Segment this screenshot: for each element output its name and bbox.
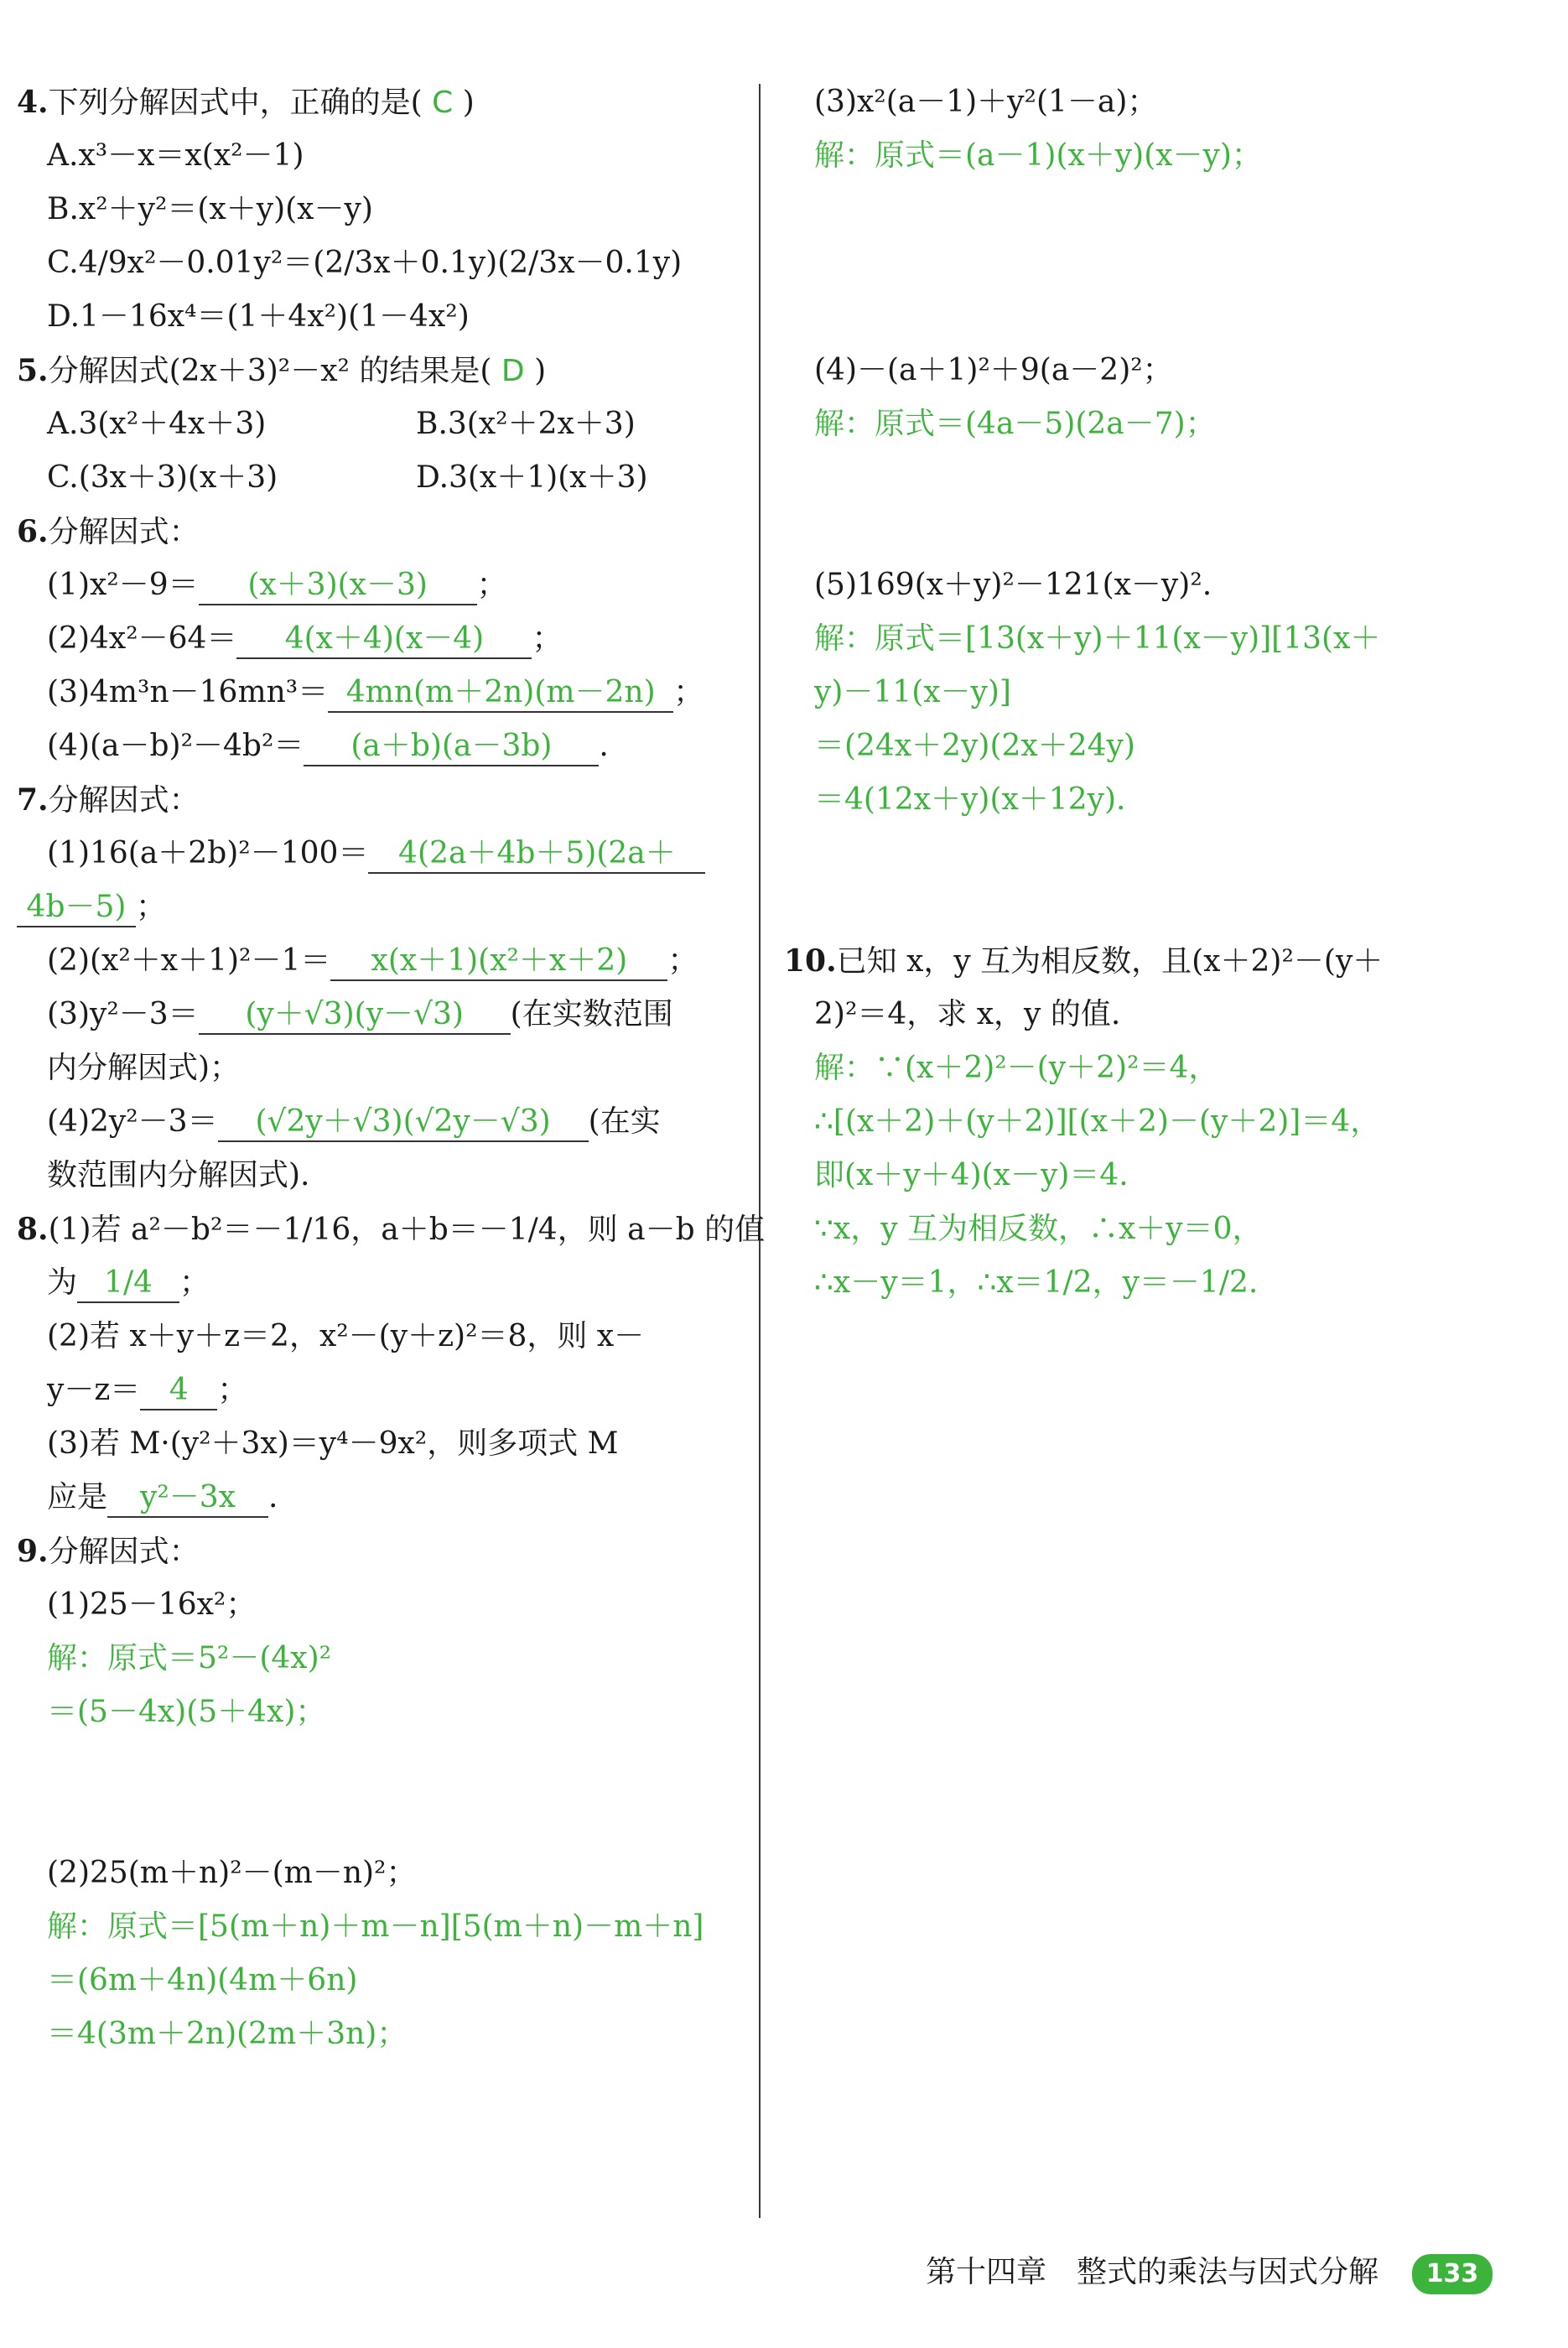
q7-item-3-cont: 内分解因式)； [47,1051,241,1085]
q9-part-2-question: (2)25(m＋n)²－(m－n)²； [47,1856,417,1890]
q6-stem [17,505,755,558]
q7-item-4-question: (4)2y²－3＝ [47,1104,218,1139]
q8-line-1 [17,1203,766,1256]
page-number-badge: 133 [1412,2254,1493,2294]
q6-item-2-question: (2)4x²－64＝ [47,621,237,656]
q5-options-row1 [17,397,755,451]
q6-item-2-end: ； [532,621,563,656]
q8-line-5: (3)若 M·(y²＋3x)＝y⁴－9x²，则多项式 M [47,1426,619,1461]
chapter-title: 第十四章 整式的乘法与因式分解 [925,2255,1378,2289]
page-footer [926,2247,1493,2298]
q9-number: 9. [17,1534,49,1569]
q7-item-2-end: ； [667,943,698,978]
q6-item-3 [17,666,755,719]
q10-line-1 [784,934,1522,988]
q7-item-2-answer: x(x＋1)(x²＋x＋2) [330,943,667,981]
q7-stem [17,773,755,827]
q4-option-b: B.x²＋y²＝(x＋y)(x－y) [47,192,373,226]
q8-line-2 [17,1256,755,1310]
q7-item-1-answer-part2: 4b－5) [17,889,136,927]
q7-item-3 [17,988,755,1042]
q5-option-c: C.(3x＋3)(x＋3) [47,460,278,495]
q7-item-4-cont: 数范围内分解因式). [47,1158,310,1192]
q10-solution-1: 解：∵(x＋2)²－(y＋2)²＝4， [814,1051,1219,1085]
q4-option-c: C.4/9x²－0.01y²＝(2/3x＋0.1y)(2/3x－0.1y) [47,246,683,280]
answer-space [784,827,1522,880]
q5-option-b: B.3(x²＋2x＋3) [416,407,636,441]
q9-part-1-question: (1)25－16x²； [47,1587,257,1622]
q6-item-3-question: (3)4m³n－16mn³＝ [47,675,329,709]
q8-part1-end: ； [179,1265,210,1300]
q5-option-d: D.3(x＋1)(x＋3) [416,460,648,495]
column-divider [759,84,761,2218]
q6-item-4 [17,719,755,773]
q8-part3-answer: y²－3x [107,1479,268,1518]
q10-solution-4: ∵x，y 互为相反数，∴x＋y＝0， [814,1212,1263,1246]
q8-part3-prefix: 应是 [47,1480,108,1514]
q9-part-4-question: (4)－(a＋1)²＋9(a－2)²； [814,353,1173,387]
q9-part-5-solution-4: ＝4(12x＋y)(x＋12y). [814,782,1126,817]
q7-item-1-end: ； [136,890,167,924]
q7-number: 7. [17,782,49,818]
q6-item-2-answer: 4(x＋4)(x－4) [236,621,532,659]
q5-options-row2 [17,451,755,505]
q10-number: 10. [784,943,837,979]
q8-part3-end: . [268,1480,278,1514]
answer-space [784,880,1522,934]
q7-item-1-answer-part1: 4(2a＋4b＋5)(2a＋ [368,835,705,874]
q10-solution-2: ∴[(x＋2)＋(y＋2)][(x＋2)－(y＋2)]＝4， [814,1104,1381,1139]
answer-space [17,1793,755,1847]
q5-close: ) [534,354,547,388]
right-column [784,75,1522,1310]
q9-part-1-solution-2: ＝(5－4x)(5＋4x)； [47,1695,326,1729]
q7-item-1-question: (1)16(a＋2b)²－100＝ [47,836,369,870]
q4-text: 下列分解因式中，正确的是( [48,86,423,120]
q4-answer: C [432,86,454,120]
q7-item-4-answer: (√2y＋√3)(√2y－√3) [218,1104,589,1142]
q9-part-2-solution-2: ＝(6m＋4n)(4m＋6n) [47,1963,358,1997]
q6-item-3-answer: 4mn(m＋2n)(m－2n) [328,674,673,713]
q4-number: 4. [17,85,49,120]
q9-part-2-solution-1: 解：原式＝[5(m＋n)＋m－n][5(m＋n)－m＋n] [47,1909,704,1944]
q7-item-1-cont [17,880,755,934]
q10-solution-5: ∴x－y＝1，∴x＝1/2，y＝－1/2. [814,1265,1259,1300]
q6-item-4-question: (4)(a－b)²－4b²＝ [47,729,304,763]
q7-item-4-end: (在实 [588,1104,661,1139]
answer-space [784,236,1522,290]
q5-answer: D [501,354,525,388]
q7-item-2-question: (2)(x²＋x＋1)²－1＝ [47,943,331,978]
q8-part2-prefix: y－z＝ [47,1373,141,1407]
q9-part-3-solution-1: 解：原式＝(a－1)(x＋y)(x－y)； [814,138,1262,173]
q7-item-4 [17,1095,755,1149]
q9-part-2-solution-3: ＝4(3m＋2n)(2m＋3n)； [47,2017,408,2051]
q7-item-3-question: (3)y²－3＝ [47,997,199,1031]
q6-item-4-answer: (a＋b)(a－3b) [304,728,599,766]
q7-text: 分解因式： [48,783,200,818]
q5-stem [17,344,755,397]
q9-text: 分解因式： [48,1535,200,1569]
q9-part-5-solution-3: ＝(24x＋2y)(2x＋24y) [814,729,1135,763]
q10-line-2: 2)²＝4，求 x，y 的值. [814,997,1121,1031]
q6-text: 分解因式： [48,515,200,549]
q9-part-5-solution-1: 解：原式＝[13(x＋y)＋11(x－y)][13(x＋ [814,621,1381,656]
q8-line-4 [17,1364,755,1417]
q9-part-1-solution-1: 解：原式＝5²－(4x)² [47,1641,332,1675]
q5-text: 分解因式(2x＋3)²－x² 的结果是( [48,354,492,388]
answer-space [17,1739,755,1793]
q7-item-3-end: (在实数范围 [510,997,673,1031]
q5-number: 5. [17,353,49,388]
q6-item-1-question: (1)x²－9＝ [47,568,199,602]
q8-part1-text: (1)若 a²－b²＝－1/16，a＋b＝－1/4，则 a－b 的值 [48,1213,766,1247]
q8-part1-answer: 1/4 [77,1265,179,1303]
q9-part-5-question: (5)169(x＋y)²－121(x－y)². [814,568,1212,602]
left-column [17,75,766,2061]
q8-line-6 [17,1471,755,1525]
q10-solution-3: 即(x＋y＋4)(x－y)＝4. [814,1158,1129,1192]
q9-part-5-solution-2: y)－11(x－y)] [814,675,1011,709]
q9-stem [17,1525,755,1578]
q6-item-2 [17,612,755,666]
q4-option-a: A.x³－x＝x(x²－1) [47,138,304,173]
q6-item-1-end: ； [476,568,507,602]
answer-space [784,505,1522,558]
q9-part-3-question: (3)x²(a－1)＋y²(1－a)； [814,85,1158,119]
q8-part2-answer: 4 [140,1372,217,1410]
q6-number: 6. [17,514,49,549]
q8-part1-prefix: 为 [47,1265,78,1300]
q4-stem [17,75,755,129]
q10-text-1: 已知 x，y 互为相反数，且(x＋2)²－(y＋ [836,944,1384,979]
q4-option-d: D.1－16x⁴＝(1＋4x²)(1－4x²) [47,299,470,334]
q5-option-a: A.3(x²＋4x＋3) [47,407,267,441]
q8-line-3: (2)若 x＋y＋z＝2，x²－(y＋z)²＝8，则 x－ [47,1319,645,1353]
q9-part-4-solution-1: 解：原式＝(4a－5)(2a－7)； [814,407,1216,441]
q8-part2-end: ； [217,1373,248,1407]
answer-space [784,451,1522,505]
answer-space [784,290,1522,344]
q6-item-4-end: . [599,729,609,763]
q6-item-3-end: ； [673,675,704,709]
answer-space [784,183,1522,236]
q4-close: ) [462,86,475,120]
q8-number: 8. [17,1212,49,1247]
q6-item-1 [17,558,755,612]
q6-item-1-answer: (x＋3)(x－3) [199,567,477,605]
q7-item-2 [17,934,755,988]
q7-item-3-answer: (y＋√3)(y－√3) [199,996,511,1035]
q7-item-1 [17,827,755,880]
